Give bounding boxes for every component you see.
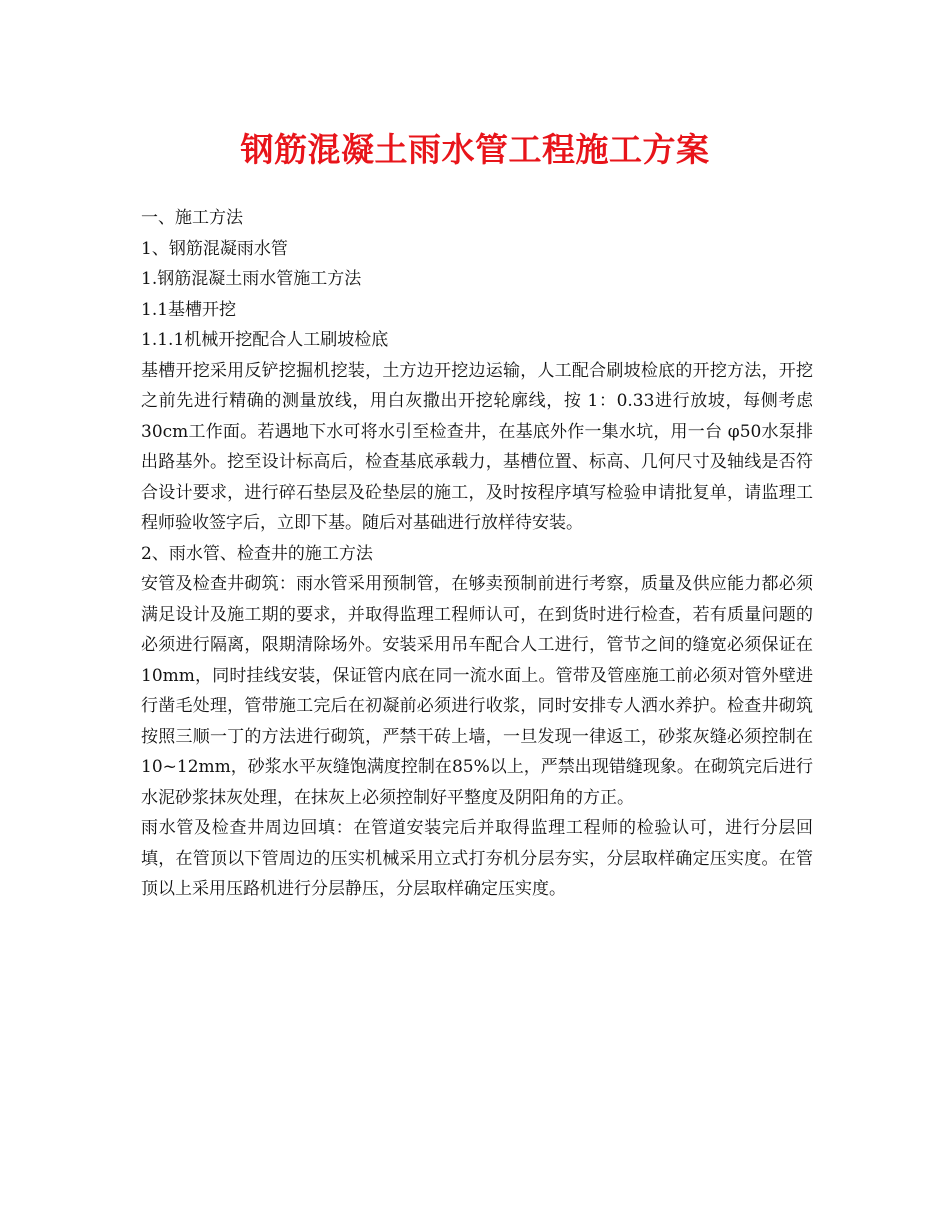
subsection-heading: 2、雨水管、检查井的施工方法 <box>141 543 373 564</box>
body-paragraph: 基槽开挖采用反铲挖掘机挖装，土方边开挖边运输，人工配合刷坡检底的开挖方法，开挖之前先进行精确的测量放线，用白灰撒出开挖轮廓线，按 1：0.33进行放坡，每侧考虑30cm工作面。若遇地下水可将水引至检查井，在基底外作一集水坑，用一台 φ50水泵排出路基外。挖至设计标高后，检查基底承载力，基槽位置、标高、几何尺寸及轴线是否符合设计要求，进行碎石垫层及砼垫层的施工，及时按程序填写检验申请批复单，请监理工程师验收签字后，立即下基。随后对基础进行放样待安装。 <box>141 360 813 533</box>
document-title: 钢筋混凝土雨水管工程施工方案 <box>240 130 710 169</box>
subsection-heading: 1.钢筋混凝土雨水管施工方法 <box>141 269 362 289</box>
document-body <box>141 203 813 905</box>
body-paragraph: 雨水管及检查井周边回填：在管道安装完后并取得监理工程师的检验认可，进行分层回填，在管顶以下管周边的压实机械采用立式打夯机分层夯实，分层取样确定压实度。在管顶以上采用压路机进行分层静压，分层取样确定压实度。 <box>141 818 813 899</box>
subsection-heading: 1.1.1机械开挖配合人工刷坡检底 <box>141 330 389 350</box>
body-paragraph: 安管及检查井砌筑：雨水管采用预制管，在够卖预制前进行考察，质量及供应能力都必须满足设计及施工期的要求，并取得监理工程师认可，在到货时进行检查，若有质量问题的必须进行隔离，限期清除场外。安装采用吊车配合人工进行，管节之间的缝宽必须保证在10mm，同时挂线安装，保证管内底在同一流水面上。管带及管座施工前必须对管外壁进行凿毛处理，管带施工完后在初凝前必须进行收浆，同时安排专人洒水养护。检查井砌筑按照三顺一丁的方法进行砌筑，严禁干砖上墙，一旦发现一律返工，砂浆灰缝必须控制在10~12mm，砂浆水平灰缝饱满度控制在85%以上，严禁出现错缝现象。在砌筑完后进行水泥砂浆抹灰处理，在抹灰上必须控制好平整度及阴阳角的方正。 <box>141 574 813 808</box>
section-heading: 一、施工方法 <box>141 208 243 228</box>
subsection-heading: 1、钢筋混凝雨水管 <box>141 238 288 259</box>
subsection-heading: 1.1基槽开挖 <box>141 299 237 320</box>
